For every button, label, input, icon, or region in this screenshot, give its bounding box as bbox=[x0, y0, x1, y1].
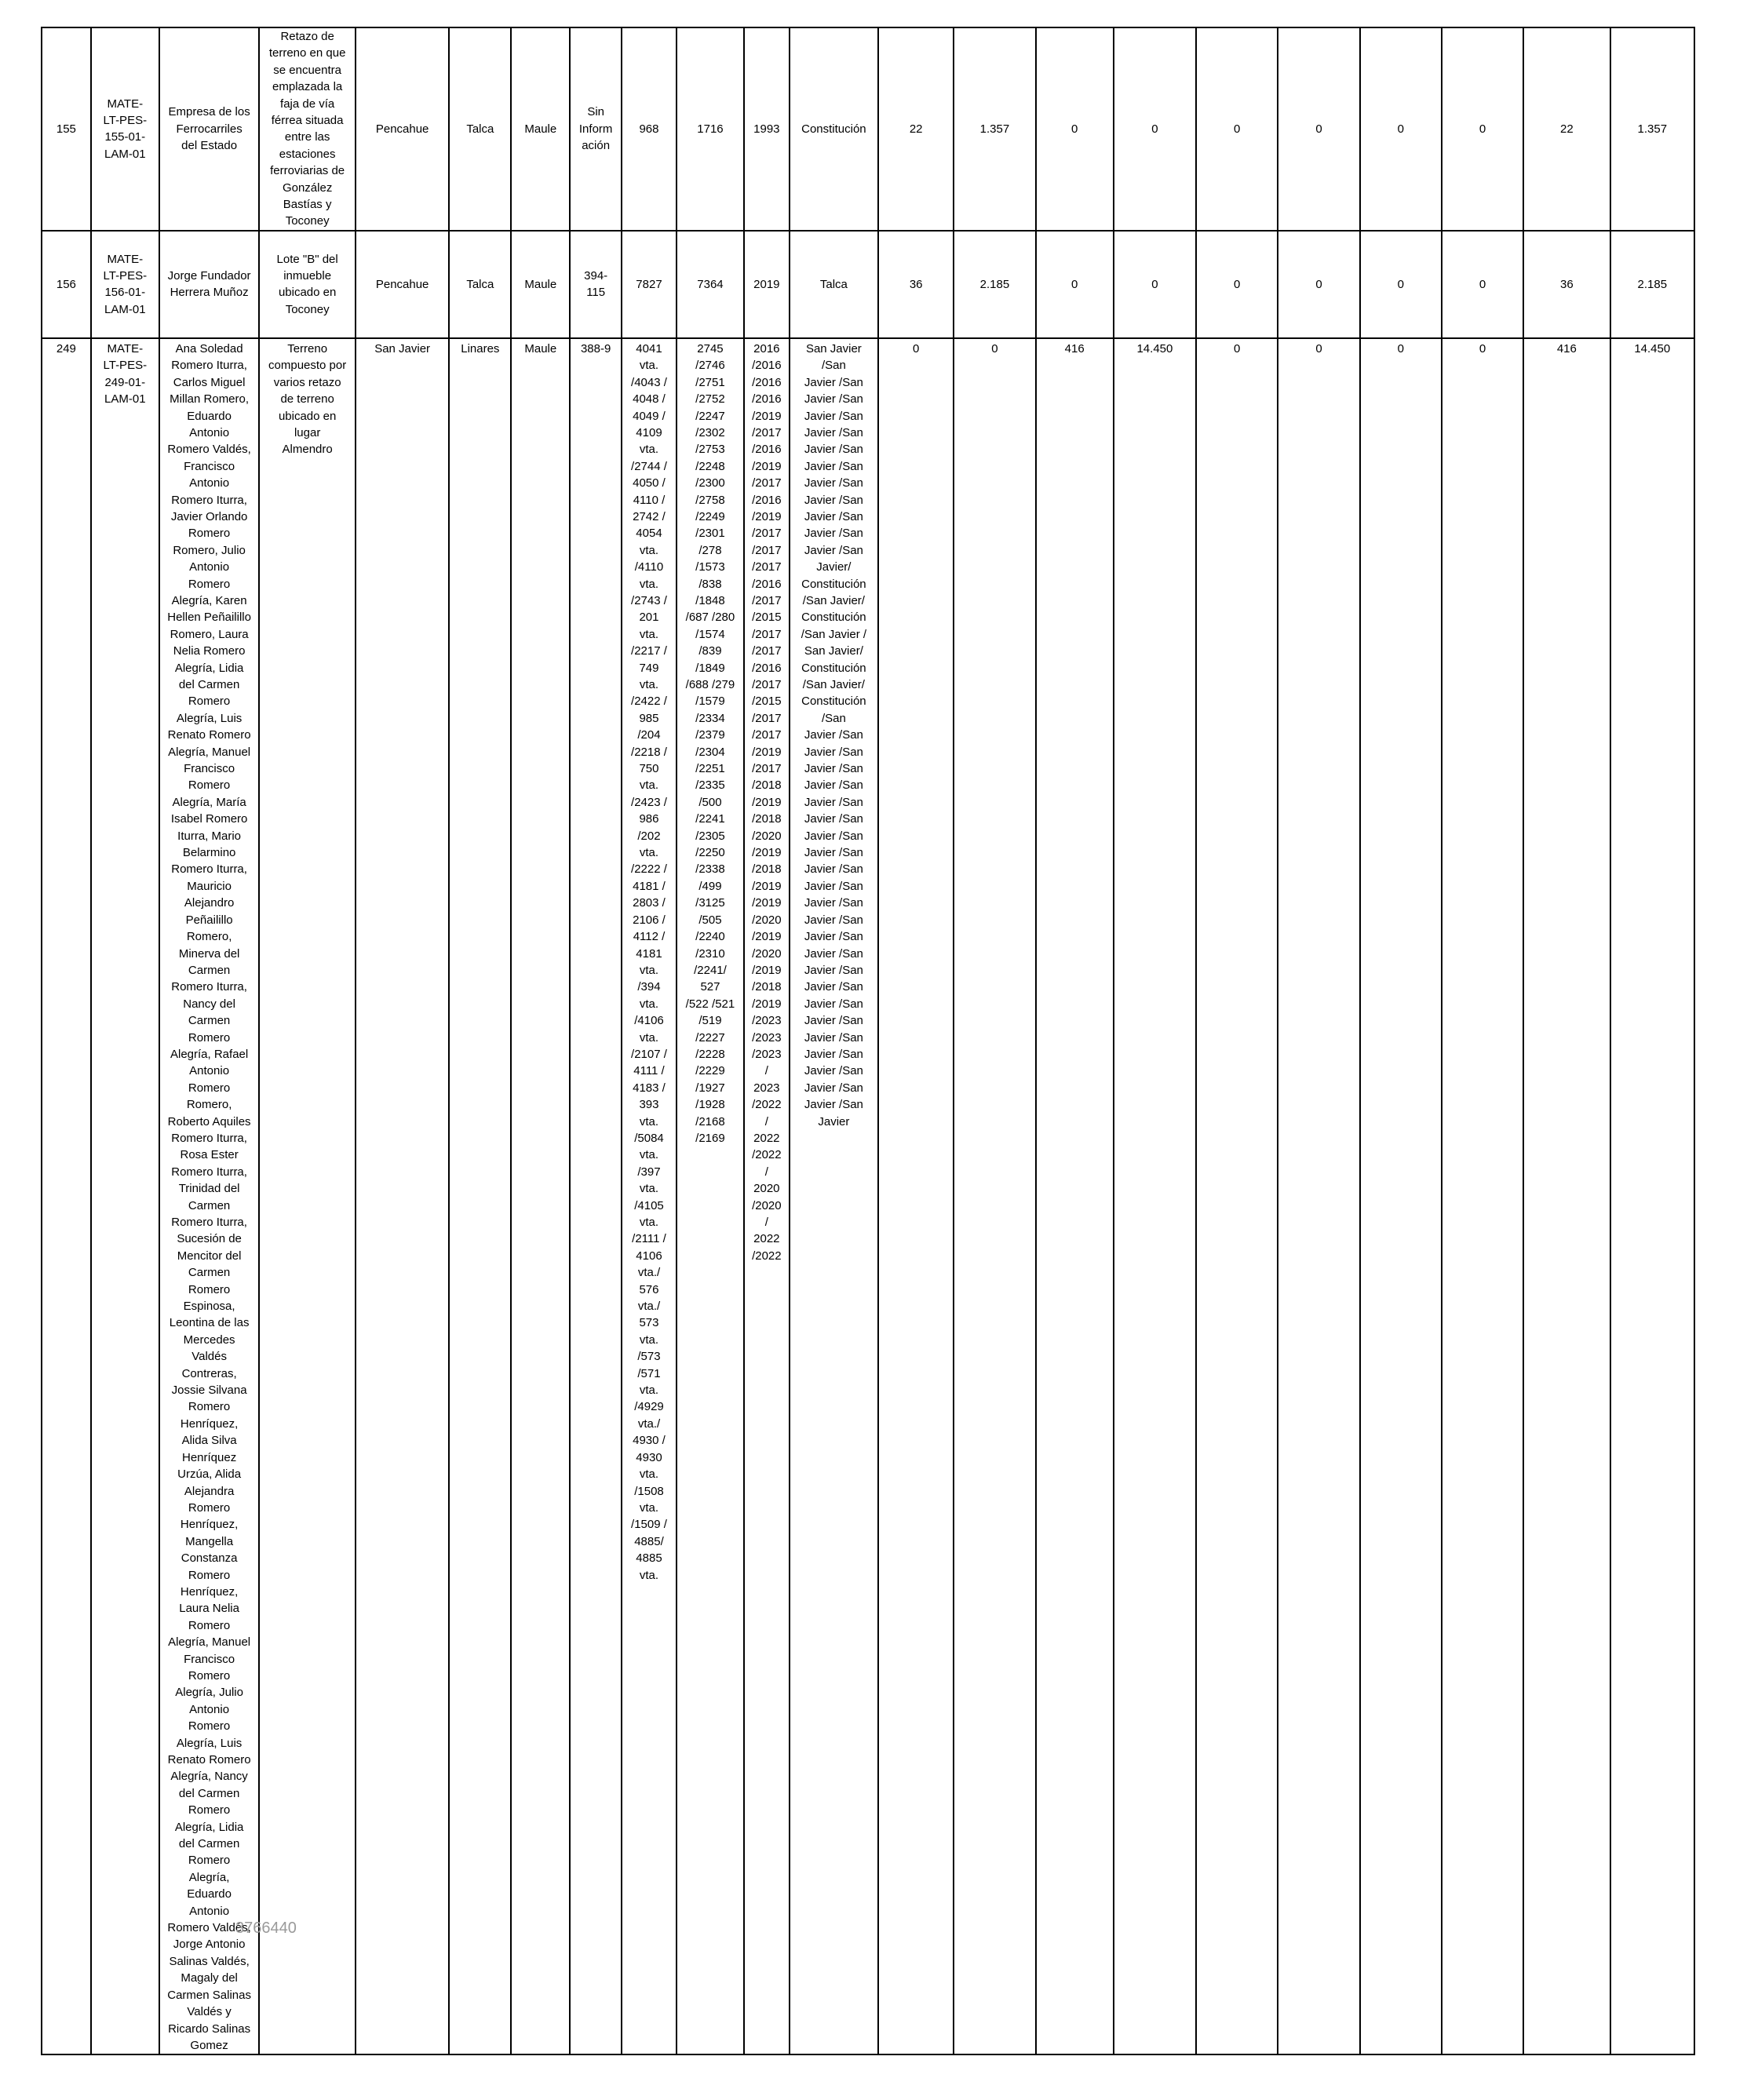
value-cell: 0 bbox=[1196, 231, 1278, 338]
table-row bbox=[42, 338, 1694, 2054]
registry-office: Talca bbox=[790, 231, 878, 338]
value-cell: 14.450 bbox=[1610, 338, 1694, 2054]
table-row bbox=[42, 27, 1694, 231]
value-cell: 0 bbox=[1442, 231, 1523, 338]
row-number: 156 bbox=[42, 231, 91, 338]
lot-code: MATE- LT-PES- 156-01- LAM-01 bbox=[91, 231, 159, 338]
fojas: 968 bbox=[622, 27, 677, 231]
value-cell: 0 bbox=[954, 338, 1035, 2054]
table-row bbox=[42, 231, 1694, 338]
value-cell: 2.185 bbox=[954, 231, 1035, 338]
comuna: Pencahue bbox=[356, 231, 449, 338]
value-cell: 0 bbox=[1360, 338, 1442, 2054]
value-cell: 0 bbox=[1360, 27, 1442, 231]
provincia: Talca bbox=[449, 231, 511, 338]
inscription-year: 2016 /2016 /2016 /2016 /2019 /2017 /2016 /2019 /2017 /2016 /2019 /2017 /2017 /2017 /2016 /2017 /2015 /2017 /2017 /2016 /2017 /2015 /2017 /2017 /2019 /2017 /2018 /2019 /2018 /2020 /2019 /2018 /2019 /2019 /2020 /2019 /2020 /2019 /2018 /2019 /2023 /2023 /2023 / 2023 /2022 / 2022 /2022 / 2020 /2020 / 2022 /2022 bbox=[744, 338, 790, 2054]
value-cell: 36 bbox=[1523, 231, 1610, 338]
property-table bbox=[41, 27, 1695, 2055]
row-number: 249 bbox=[42, 338, 91, 2054]
value-cell: 22 bbox=[1523, 27, 1610, 231]
lot-code: MATE- LT-PES- 155-01- LAM-01 bbox=[91, 27, 159, 231]
value-cell: 1.357 bbox=[954, 27, 1035, 231]
provincia: Linares bbox=[449, 338, 511, 2054]
value-cell: 0 bbox=[1360, 231, 1442, 338]
region: Maule bbox=[511, 27, 570, 231]
watermark-id: 3766440 bbox=[235, 1920, 297, 1937]
value-cell: 0 bbox=[1196, 338, 1278, 2054]
property-description: Lote "B" del inmueble ubicado en Toconey bbox=[259, 231, 356, 338]
region: Maule bbox=[511, 338, 570, 2054]
inscription-year: 1993 bbox=[744, 27, 790, 231]
fojas: 7827 bbox=[622, 231, 677, 338]
value-cell: 0 bbox=[1442, 338, 1523, 2054]
value-cell: 0 bbox=[1036, 27, 1114, 231]
owner-name: Empresa de los Ferrocarriles del Estado bbox=[159, 27, 260, 231]
value-cell: 0 bbox=[1036, 231, 1114, 338]
value-cell: 416 bbox=[1036, 338, 1114, 2054]
owner-name: Jorge Fundador Herrera Muñoz bbox=[159, 231, 260, 338]
value-cell: 0 bbox=[1114, 231, 1196, 338]
rol: Sin Inform ación bbox=[570, 27, 622, 231]
value-cell: 0 bbox=[1196, 27, 1278, 231]
lot-code: MATE- LT-PES- 249-01- LAM-01 bbox=[91, 338, 159, 2054]
owner-name: Ana Soledad Romero Iturra, Carlos Miguel Millan Romero, Eduardo Antonio Romero Valdés, Francisco Antonio Romero Iturra, Javier Orlando Romero Romero, Julio Antonio Romero Alegría, Karen Hellen Peñailillo Romero, Laura Nelia Romero Alegría, Lidia del Carmen Romero Alegría, Luis Renato Romero Alegría, Manuel Francisco Romero Alegría, María Isabel Romero Iturra, Mario Belarmino Romero Iturra, Mauricio Alejandro Peñailillo Romero, Minerva del Carmen Romero Iturra, Nancy del Carmen Romero Alegría, Rafael Antonio Romero Romero, Roberto Aquiles Romero Iturra, Rosa Ester Romero Iturra, Trinidad del Carmen Romero Iturra, Sucesión de Mencitor del Carmen Romero Espinosa, Leontina de las Mercedes Valdés Contreras, Jossie Silvana Romero Henríquez, Alida Silva Henríquez Urzúa, Alida Alejandra Romero Henríquez, Mangella Constanza Romero Henríquez, Laura Nelia Romero Alegría, Manuel Francisco Romero Alegría, Julio Antonio Romero Alegría, Luis Renato Romero Alegría, Nancy del Carmen Romero Alegría, Lidia del Carmen Romero Alegría, Eduardo Antonio Romero Valdés, Jorge Antonio Salinas Valdés, Magaly del Carmen Salinas Valdés y Ricardo Salinas Gomez bbox=[159, 338, 260, 2054]
row-number: 155 bbox=[42, 27, 91, 231]
value-cell: 14.450 bbox=[1114, 338, 1196, 2054]
value-cell: 0 bbox=[1278, 231, 1359, 338]
value-cell: 36 bbox=[878, 231, 954, 338]
value-cell: 0 bbox=[1278, 338, 1359, 2054]
value-cell: 2.185 bbox=[1610, 231, 1694, 338]
value-cell: 416 bbox=[1523, 338, 1610, 2054]
property-description: Terreno compuesto por varios retazo de terreno ubicado en lugar Almendro bbox=[259, 338, 356, 2054]
value-cell: 22 bbox=[878, 27, 954, 231]
registry-office: Constitución bbox=[790, 27, 878, 231]
region: Maule bbox=[511, 231, 570, 338]
value-cell: 0 bbox=[1278, 27, 1359, 231]
property-description: Retazo de terreno en que se encuentra emplazada la faja de vía férrea situada entre las estaciones ferroviarias de González Bastías y Toconey bbox=[259, 27, 356, 231]
rol: 394- 115 bbox=[570, 231, 622, 338]
inscription-year: 2019 bbox=[744, 231, 790, 338]
inscription-number: 2745 /2746 /2751 /2752 /2247 /2302 /2753 /2248 /2300 /2758 /2249 /2301 /278 /1573 /838 /1848 /687 /280 /1574 /839 /1849 /688 /279 /1579 /2334 /2379 /2304 /2251 /2335 /500 /2241 /2305 /2250 /2338 /499 /3125 /505 /2240 /2310 /2241/ 527 /522 /521 /519 /2227 /2228 /2229 /1927 /1928 /2168 /2169 bbox=[677, 338, 744, 2054]
comuna: Pencahue bbox=[356, 27, 449, 231]
value-cell: 0 bbox=[1114, 27, 1196, 231]
fojas: 4041 vta. /4043 / 4048 / 4049 / 4109 vta. /2744 / 4050 / 4110 / 2742 / 4054 vta. /4110 vta. /2743 / 201 vta. /2217 / 749 vta. /2422 / 985 /204 /2218 / 750 vta. /2423 / 986 /202 vta. /2222 / 4181 / 2803 / 2106 / 4112 / 4181 vta. /394 vta. /4106 vta. /2107 / 4111 / 4183 / 393 vta. /5084 vta. /397 vta. /4105 vta. /2111 / 4106 vta./ 576 vta./ 573 vta. /573 /571 vta. /4929 vta./ 4930 / 4930 vta. /1508 vta. /1509 / 4885/ 4885 vta. bbox=[622, 338, 677, 2054]
provincia: Talca bbox=[449, 27, 511, 231]
registry-office: San Javier /San Javier /San Javier /San Javier /San Javier /San Javier /San Javier /San Javier /San Javier /San Javier /San Javier /San Javier /San Javier/ Constitución /San Javier/ Constitución /San Javier / San Javier/ Constitución /San Javier/ Constitución /San Javier /San Javier /San Javier /San Javier /San Javier /San Javier /San Javier /San Javier /San Javier /San Javier /San Javier /San Javier /San Javier /San Javier /San Javier /San Javier /San Javier /San Javier /San Javier /San Javier /San Javier /San Javier /San Javier /San Javier bbox=[790, 338, 878, 2054]
comuna: San Javier bbox=[356, 338, 449, 2054]
value-cell: 0 bbox=[1442, 27, 1523, 231]
inscription-number: 7364 bbox=[677, 231, 744, 338]
inscription-number: 1716 bbox=[677, 27, 744, 231]
value-cell: 1.357 bbox=[1610, 27, 1694, 231]
rol: 388-9 bbox=[570, 338, 622, 2054]
value-cell: 0 bbox=[878, 338, 954, 2054]
